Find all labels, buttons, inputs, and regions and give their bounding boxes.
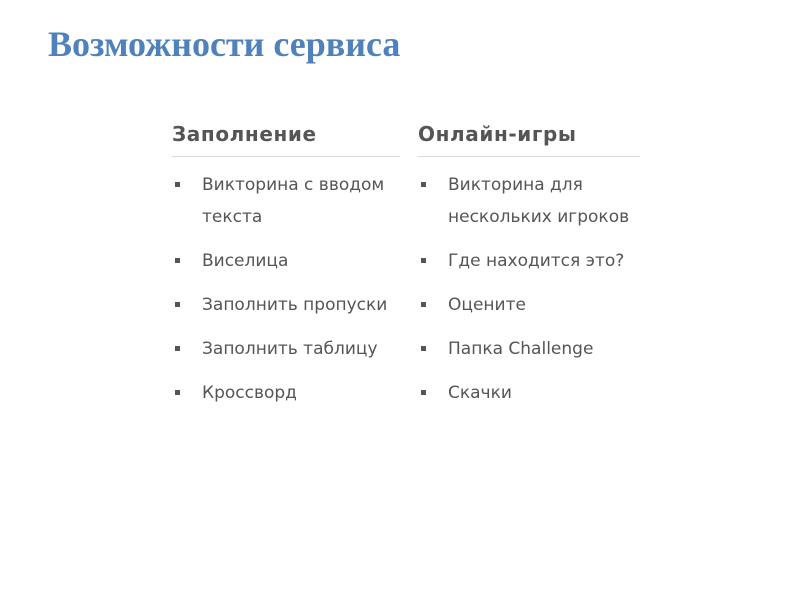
list-item-label: Викторина для нескольких игроков xyxy=(448,175,630,227)
list-item-label: Кроссворд xyxy=(202,383,297,403)
column-fill-in xyxy=(172,118,400,421)
list-item-label: Папка Challenge xyxy=(448,339,594,359)
bullet-icon xyxy=(421,302,426,307)
bullet-icon xyxy=(421,258,426,263)
list-item-label: Скачки xyxy=(448,383,512,403)
list-item-label: Где находится это? xyxy=(448,251,625,271)
list-item[interactable] xyxy=(172,169,400,233)
list-item-label: Заполнить пропуски xyxy=(202,295,388,315)
bullet-icon xyxy=(175,258,180,263)
list-item-label: Виселица xyxy=(202,251,289,271)
list-item[interactable] xyxy=(418,245,640,277)
bullet-icon xyxy=(421,390,426,395)
list-item-label: Заполнить таблицу xyxy=(202,339,378,359)
column-heading-fill-in: Заполнение xyxy=(172,118,400,157)
column-heading-online-games: Онлайн-игры xyxy=(418,118,640,157)
bullet-icon xyxy=(421,182,426,187)
bullet-icon xyxy=(175,346,180,351)
fill-in-list xyxy=(172,157,400,409)
list-item[interactable] xyxy=(172,289,400,321)
list-item[interactable] xyxy=(172,377,400,409)
column-online-games xyxy=(418,118,640,421)
bullet-icon xyxy=(175,182,180,187)
list-item[interactable] xyxy=(418,333,640,365)
list-item[interactable] xyxy=(418,169,640,233)
list-item[interactable] xyxy=(172,245,400,277)
list-item[interactable] xyxy=(418,377,640,409)
page-title: Возможности сервиса xyxy=(48,24,401,64)
list-item[interactable] xyxy=(418,289,640,321)
list-item[interactable] xyxy=(172,333,400,365)
list-item-label: Викторина с вводом текста xyxy=(202,175,385,227)
bullet-icon xyxy=(175,302,180,307)
bullet-icon xyxy=(175,390,180,395)
online-games-list xyxy=(418,157,640,409)
list-item-label: Оцените xyxy=(448,295,526,315)
bullet-icon xyxy=(421,346,426,351)
